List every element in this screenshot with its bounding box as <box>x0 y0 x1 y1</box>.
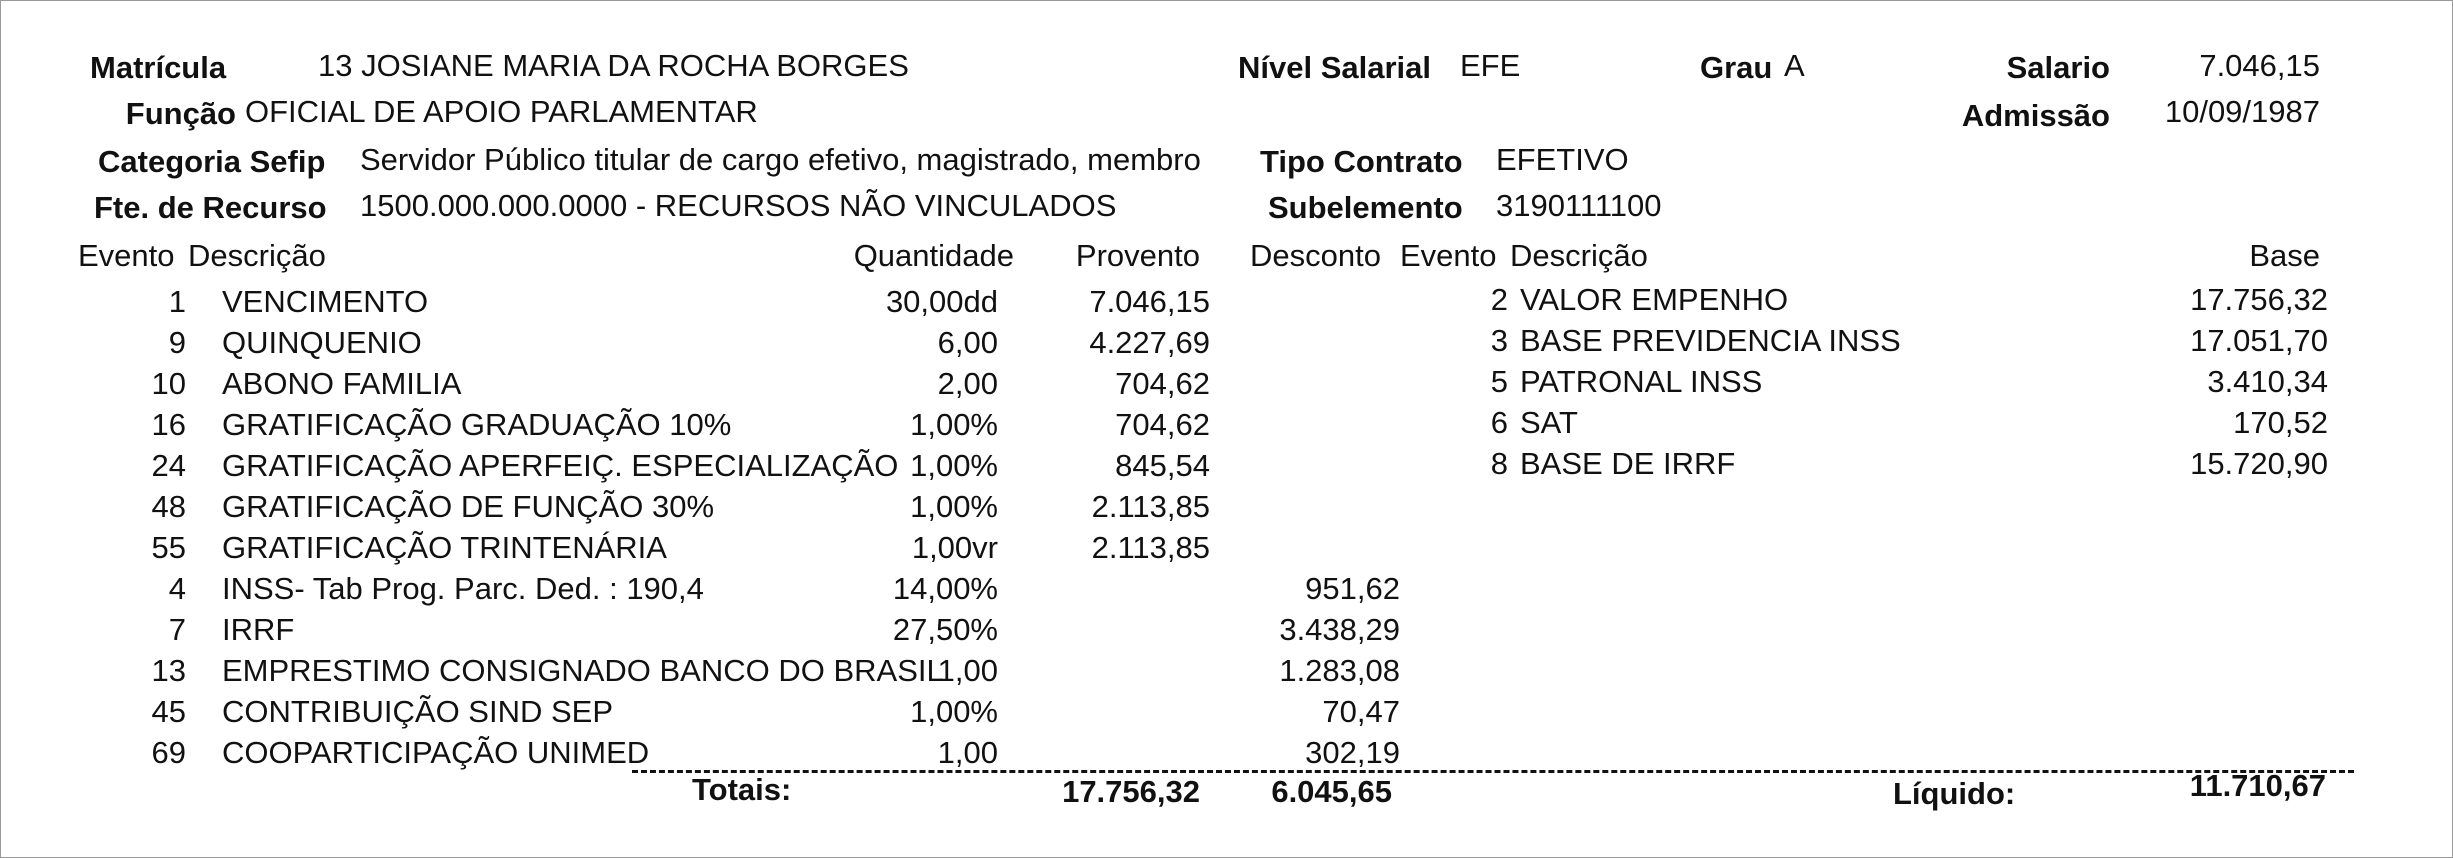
row-quantidade: 1,00 <box>937 735 998 770</box>
nivel-salarial-label: Nível Salarial <box>1238 50 1432 85</box>
row-descricao: GRATIFICAÇÃO GRADUAÇÃO 10% <box>222 407 732 442</box>
row-descricao: IRRF <box>222 612 295 647</box>
row-provento: 704,62 <box>1115 407 1210 442</box>
row-desconto: 70,47 <box>1322 694 1400 729</box>
row-quantidade: 6,00 <box>937 325 998 360</box>
base-valor: 15.720,90 <box>2190 446 2328 481</box>
row-evento: 48 <box>151 489 186 524</box>
col-evento: Evento <box>78 238 175 273</box>
total-proventos: 17.756,32 <box>1062 774 1200 809</box>
row-quantidade: 1,00% <box>910 407 998 442</box>
row-desconto: 951,62 <box>1305 571 1400 606</box>
row-descricao: GRATIFICAÇÃO TRINTENÁRIA <box>222 530 667 565</box>
row-descricao: EMPRESTIMO CONSIGNADO BANCO DO BRASIL <box>222 653 944 688</box>
tipo-contrato-value: EFETIVO <box>1496 142 1629 177</box>
row-provento: 704,62 <box>1115 366 1210 401</box>
base-valor: 3.410,34 <box>2207 364 2328 399</box>
col-provento: Provento <box>1075 238 1200 273</box>
row-descricao: ABONO FAMILIA <box>222 366 462 401</box>
grau-value: A <box>1784 48 1805 83</box>
row-evento: 45 <box>151 694 186 729</box>
admissao-value: 10/09/1987 <box>2164 94 2320 129</box>
salario-label: Salario <box>2006 50 2110 85</box>
liquido-value: 11.710,67 <box>2189 768 2326 803</box>
row-quantidade: 1,00vr <box>911 530 998 565</box>
grau-label: Grau <box>1700 50 1773 85</box>
row-evento: 9 <box>168 325 186 360</box>
row-desconto: 302,19 <box>1305 735 1400 770</box>
row-quantidade: 30,00dd <box>885 284 998 319</box>
row-quantidade: 1,00% <box>910 448 998 483</box>
row-provento: 4.227,69 <box>1089 325 1210 360</box>
categoria-sefip-value: Servidor Público titular de cargo efetivo, magistrado, membro <box>360 142 1201 177</box>
base-descricao: SAT <box>1520 405 1578 440</box>
col-desconto: Desconto <box>1250 238 1381 273</box>
row-evento: 10 <box>151 366 186 401</box>
base-valor: 170,52 <box>2233 405 2328 440</box>
col-descricao: Descrição <box>188 238 326 273</box>
salario-value: 7.046,15 <box>2199 48 2320 83</box>
row-descricao: INSS- Tab Prog. Parc. Ded. : 190,4 <box>222 571 704 606</box>
row-provento: 2.113,85 <box>1091 530 1210 565</box>
row-descricao: GRATIFICAÇÃO APERFEIÇ. ESPECIALIZAÇÃO <box>222 448 899 483</box>
base-descricao: VALOR EMPENHO <box>1520 282 1789 317</box>
subelemento-value: 3190111100 <box>1496 188 1662 223</box>
row-desconto: 1.283,08 <box>1279 653 1400 688</box>
col-base: Base <box>2249 238 2320 273</box>
base-evento: 6 <box>1490 405 1508 440</box>
funcao-label: Função <box>125 96 236 131</box>
base-descricao: BASE DE IRRF <box>1520 446 1736 481</box>
row-descricao: COOPARTICIPAÇÃO UNIMED <box>222 735 650 770</box>
col-descricao-base: Descrição <box>1510 238 1648 273</box>
matricula-value: 13 JOSIANE MARIA DA ROCHA BORGES <box>318 48 909 83</box>
row-quantidade: 1,00% <box>910 489 998 524</box>
admissao-label: Admissão <box>1961 98 2110 133</box>
nivel-salarial-value: EFE <box>1460 48 1521 83</box>
row-quantidade: 2,00 <box>937 366 998 401</box>
col-quantidade: Quantidade <box>853 238 1014 273</box>
row-provento: 7.046,15 <box>1089 284 1210 319</box>
fonte-recurso-value: 1500.000.000.0000 - RECURSOS NÃO VINCULADOS <box>360 188 1117 223</box>
row-evento: 69 <box>151 735 186 770</box>
row-provento: 845,54 <box>1115 448 1210 483</box>
row-evento: 55 <box>151 530 186 565</box>
fonte-recurso-label: Fte. de Recurso <box>94 190 327 225</box>
row-evento: 4 <box>168 571 186 606</box>
base-valor: 17.756,32 <box>2190 282 2328 317</box>
row-evento: 1 <box>168 284 186 319</box>
row-descricao: GRATIFICAÇÃO DE FUNÇÃO 30% <box>222 489 715 524</box>
base-evento: 8 <box>1490 446 1508 481</box>
row-descricao: QUINQUENIO <box>222 325 422 360</box>
matricula-label: Matrícula <box>90 50 227 85</box>
row-descricao: CONTRIBUIÇÃO SIND SEP <box>222 694 613 729</box>
base-descricao: BASE PREVIDENCIA INSS <box>1520 323 1901 358</box>
base-descricao: PATRONAL INSS <box>1520 364 1763 399</box>
base-evento: 2 <box>1490 282 1508 317</box>
base-evento: 3 <box>1490 323 1508 358</box>
row-desconto: 3.438,29 <box>1279 612 1400 647</box>
funcao-value: OFICIAL DE APOIO PARLAMENTAR <box>245 94 758 129</box>
row-descricao: VENCIMENTO <box>222 284 429 319</box>
row-quantidade: 1,00 <box>937 653 998 688</box>
row-evento: 13 <box>151 653 186 688</box>
row-provento: 2.113,85 <box>1091 489 1210 524</box>
totais-label: Totais: <box>692 772 792 807</box>
base-evento: 5 <box>1490 364 1508 399</box>
base-valor: 17.051,70 <box>2190 323 2328 358</box>
subelemento-label: Subelemento <box>1268 190 1463 225</box>
row-quantidade: 14,00% <box>892 571 998 606</box>
row-evento: 7 <box>168 612 186 647</box>
liquido-label: Líquido: <box>1893 776 2016 811</box>
row-quantidade: 27,50% <box>892 612 998 647</box>
total-descontos: 6.045,65 <box>1271 774 1392 809</box>
row-quantidade: 1,00% <box>910 694 998 729</box>
categoria-sefip-label: Categoria Sefip <box>98 144 326 179</box>
col-evento-base: Evento <box>1400 238 1497 273</box>
row-evento: 16 <box>151 407 186 442</box>
row-evento: 24 <box>151 448 186 483</box>
tipo-contrato-label: Tipo Contrato <box>1260 144 1463 179</box>
